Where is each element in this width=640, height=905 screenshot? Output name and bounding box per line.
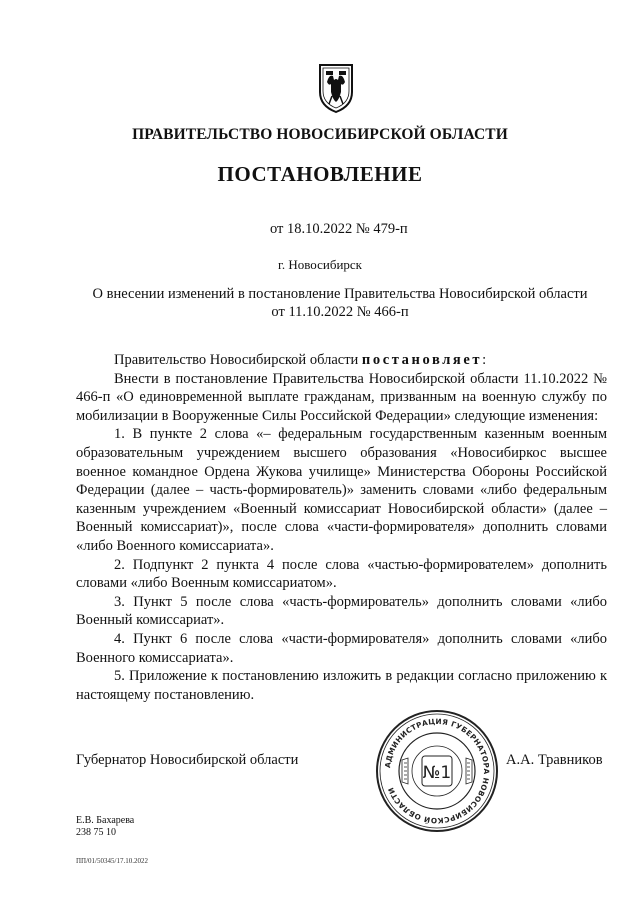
paragraph-2: 1. В пункте 2 слова «– федеральным государственным казенным военным образовательным учреждением высшего образования «Новосибиркос высшее военное командное Ордена Жукова училище» Министерства Обороны Российской Федерации (далее – часть-формирователь)» заменить словами «либо федеральным казенным учреждением «Военный комиссариат Новосибирской области» (далее – Военный комиссариат)», после слова «части-формирователя» дополнить словами «либо Военного комиссариата». (76, 426, 607, 554)
coat-of-arms-icon (317, 62, 355, 114)
signatory-name: А.А. Травников (506, 752, 603, 768)
intro-colon: : (482, 352, 487, 368)
organization-title: ПРАВИТЕЛЬСТВО НОВОСИБИРСКОЙ ОБЛАСТИ (132, 126, 508, 143)
intro-text: Правительство Новосибирской области (114, 352, 362, 368)
official-stamp (374, 708, 500, 834)
paragraph-6: 5. Приложение к постановлению изложить в редакции согласно приложению к настоящему постановлению. (76, 668, 607, 703)
executor-info (76, 815, 134, 839)
document-body (76, 351, 607, 704)
date-and-number: от 18.10.2022 № 479-п (270, 221, 408, 237)
document-registration-code: ПП/01/50345/17.10.2022 (76, 857, 148, 865)
stamp-outer-text: АДМИНИСТРАЦИЯ ГУБЕРНАТОРА НОВОСИБИРСКОЙ ОБЛАСТИ (383, 716, 492, 826)
intro-decision-word: постановляет (361, 352, 483, 368)
paragraph-1: Внести в постановление Правительства Новосибирской области 11.10.2022 № 466-п «О единовременной выплате гражданам, призванным на военную службу по мобилизации в Вооруженные Силы Российской Федерации» следующие изменения: (76, 370, 607, 424)
signatory-position: Губернатор Новосибирской области (76, 752, 299, 768)
document-type: ПОСТАНОВЛЕНИЕ (217, 162, 423, 186)
executor-phone: 238 75 10 (76, 827, 116, 838)
document-subject (60, 285, 620, 321)
paragraph-4: 3. Пункт 5 после слова «часть-формирователь» дополнить словами «либо Военный комиссариат». (76, 593, 607, 629)
subject-line-1: О внесении изменений в постановление Правительства Новосибирской области (92, 286, 588, 302)
intro-paragraph (76, 351, 607, 370)
executor-name: Е.В. Бахарева (76, 815, 135, 826)
subject-line-2: от 11.10.2022 № 466-п (271, 304, 409, 320)
paragraph-3: 2. Подпункт 2 пункта 4 после слова «частью-формирователем» дополнить словами «либо Военным комиссариатом». (76, 556, 607, 592)
paragraph-5: 4. Пункт 6 после слова «части-формирователя» дополнить словами «либо Военного комиссариата». (76, 630, 607, 666)
stamp-inner-number: №1 (422, 763, 452, 783)
city: г. Новосибирск (277, 257, 362, 272)
